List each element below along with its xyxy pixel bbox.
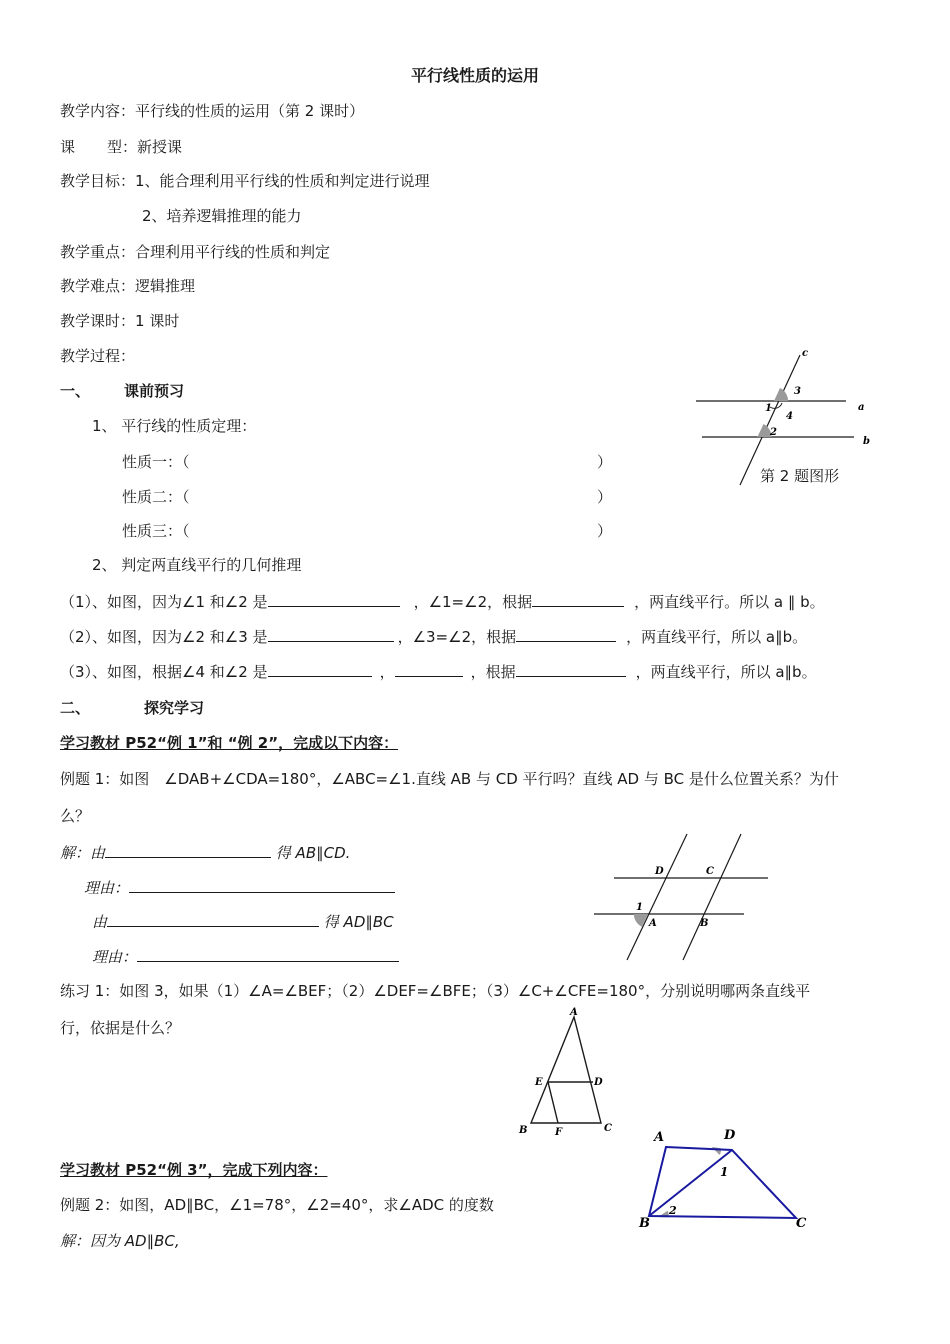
process-label: 教学过程： [60,347,136,365]
hours-label: 教学课时： [60,312,136,330]
question-2-part-b: ，∠3=∠2，根据 [397,628,517,646]
content-label: 教学内容： [60,102,136,120]
property-1-close: ） [597,453,613,471]
difficulty-label: 教学难点： [60,277,136,295]
reason-1 [84,877,395,898]
answer-blank[interactable] [532,591,624,607]
difficulty-line [60,276,195,296]
label-1: 1 [765,403,772,414]
goal-line [60,171,430,191]
label-c: c [802,348,809,359]
angle-1-mark [712,1147,721,1155]
goal-label: 教学目标： [60,172,136,190]
question-1-part-a: （1）、如图，因为∠1 和∠2 是 [60,593,268,611]
study-instruction-1: 学习教材 P52“例 1”和 “例 2”，完成以下内容： [60,734,399,752]
label-A: A [654,1130,665,1145]
solution-example-2: 解：因为 AD∥BC, [60,1232,180,1250]
solution-2-prefix: 由 [92,913,108,931]
diagonal-bd [649,1150,732,1216]
question-3 [60,661,817,682]
example-1-line-1: 例题 1：如图 ∠DAB+∠CDA=180°，∠ABC=∠1.直线 AB 与 CD 平行吗？直线 AD 与 BC 是什么位置关系？为什 [60,770,839,788]
goal-1: 1、能合理利用平行线的性质和判定进行说理 [135,172,430,190]
label-A: A [570,1007,578,1018]
label-F: F [555,1127,563,1138]
type-label-1: 课 [60,138,76,156]
section2-title: 探究学习 [144,699,205,717]
section1-num: 一、 [60,382,91,400]
solution-2 [92,911,394,932]
figure-triangle [515,1005,625,1140]
label-a: a [858,402,865,413]
answer-blank[interactable] [268,626,394,642]
question-3-part-d: ，两直线平行，所以 a∥b。 [635,663,817,681]
reason-2-label: 理由： [92,948,138,966]
solution-1-prefix: 解：由 [60,844,106,862]
solution-1 [60,842,350,863]
type-line [60,137,182,157]
label-3: 3 [794,386,801,397]
study-instruction-2: 学习教材 P52“例 3”，完成下列内容： [60,1161,328,1179]
question-1-part-c: ，两直线平行。所以 a ∥ b。 [634,593,825,611]
property-3-close: ） [597,522,613,540]
answer-blank[interactable] [516,661,626,677]
label-D: D [655,866,664,877]
key-label: 教学重点： [60,243,136,261]
label-2: 2 [770,427,777,438]
question-3-part-a: （3）、如图，根据∠4 和∠2 是 [60,663,268,681]
label-B: B [639,1216,650,1231]
solution-2-result: 得 AD∥BC [319,913,394,931]
property-3: 性质三：（ [122,522,190,540]
question-2-part-a: （2）、如图，因为∠2 和∠3 是 [60,628,268,646]
label-1: 1 [720,1165,729,1179]
reason-2 [92,946,399,967]
type-label-2: 型： [107,138,138,156]
property-2-close: ） [597,488,613,506]
property-2: 性质二：（ [122,488,190,506]
goal-2: 2、培养逻辑推理的能力 [142,207,302,225]
practice-1-line-2: 行，依据是什么？ [60,1019,181,1037]
question-2-part-c: ，两直线平行，所以 a∥b。 [626,628,808,646]
label-b: b [863,436,870,447]
question-3-part-b: ， [379,663,395,681]
label-C: C [796,1216,807,1231]
question-1-part-b: ，∠1=∠2，根据 [413,593,533,611]
reason-1-label: 理由： [84,879,130,897]
content-line [60,101,364,121]
answer-blank[interactable] [268,591,400,607]
answer-blank[interactable] [395,661,463,677]
section2-num: 二、 [60,699,91,717]
label-D: D [724,1128,736,1143]
answer-blank[interactable] [107,911,319,927]
property-1: 性质一：（ [122,453,190,471]
label-C: C [706,866,714,877]
label-B: B [700,918,709,929]
key-value: 合理利用平行线的性质和判定 [135,243,331,261]
section1-item1: 1、 平行线的性质定理： [92,417,257,435]
label-A: A [649,918,657,929]
figure-example-1 [592,832,772,962]
label-4: 4 [786,411,793,422]
answer-blank[interactable] [268,661,372,677]
question-3-part-c: ，根据 [470,663,516,681]
type-value: 新授课 [137,138,183,156]
answer-blank[interactable] [129,877,395,893]
hours-line [60,311,179,331]
page-title: 平行线性质的运用 [410,66,539,85]
question-2 [60,626,807,647]
angle-3-mark [774,388,788,401]
example-2: 例题 2：如图，AD∥BC，∠1=78°，∠2=40°，求∠ADC 的度数 [60,1196,494,1214]
content-value: 平行线的性质的运用（第 2 课时） [135,102,365,120]
section2-heading [60,698,204,718]
answer-blank[interactable] [105,842,271,858]
figure-trapezoid [638,1125,818,1235]
figure-caption: 第 2 题图形 [760,467,840,485]
practice-1-line-1: 练习 1：如图 3，如果（1）∠A=∠BEF；（2）∠DEF=∠BFE；（3）∠C+∠CFE=180°，分别说明哪两条直线平 [60,982,811,1000]
answer-blank[interactable] [137,946,399,962]
solution-1-result: 得 AB∥CD. [271,844,351,862]
label-2: 2 [669,1204,677,1217]
section1-heading [60,381,184,401]
label-1: 1 [636,902,643,913]
label-D: D [594,1077,603,1088]
section1-title: 课前预习 [124,382,185,400]
hours-value: 1 课时 [135,312,180,330]
key-line [60,242,330,262]
label-E: E [535,1077,543,1088]
difficulty-value: 逻辑推理 [135,277,196,295]
label-B: B [519,1125,528,1136]
example-1-line-2: 么？ [60,807,91,825]
answer-blank[interactable] [516,626,616,642]
label-C: C [604,1123,612,1134]
question-1 [60,591,825,612]
section1-item2: 2、 判定两直线平行的几何推理 [92,556,302,574]
